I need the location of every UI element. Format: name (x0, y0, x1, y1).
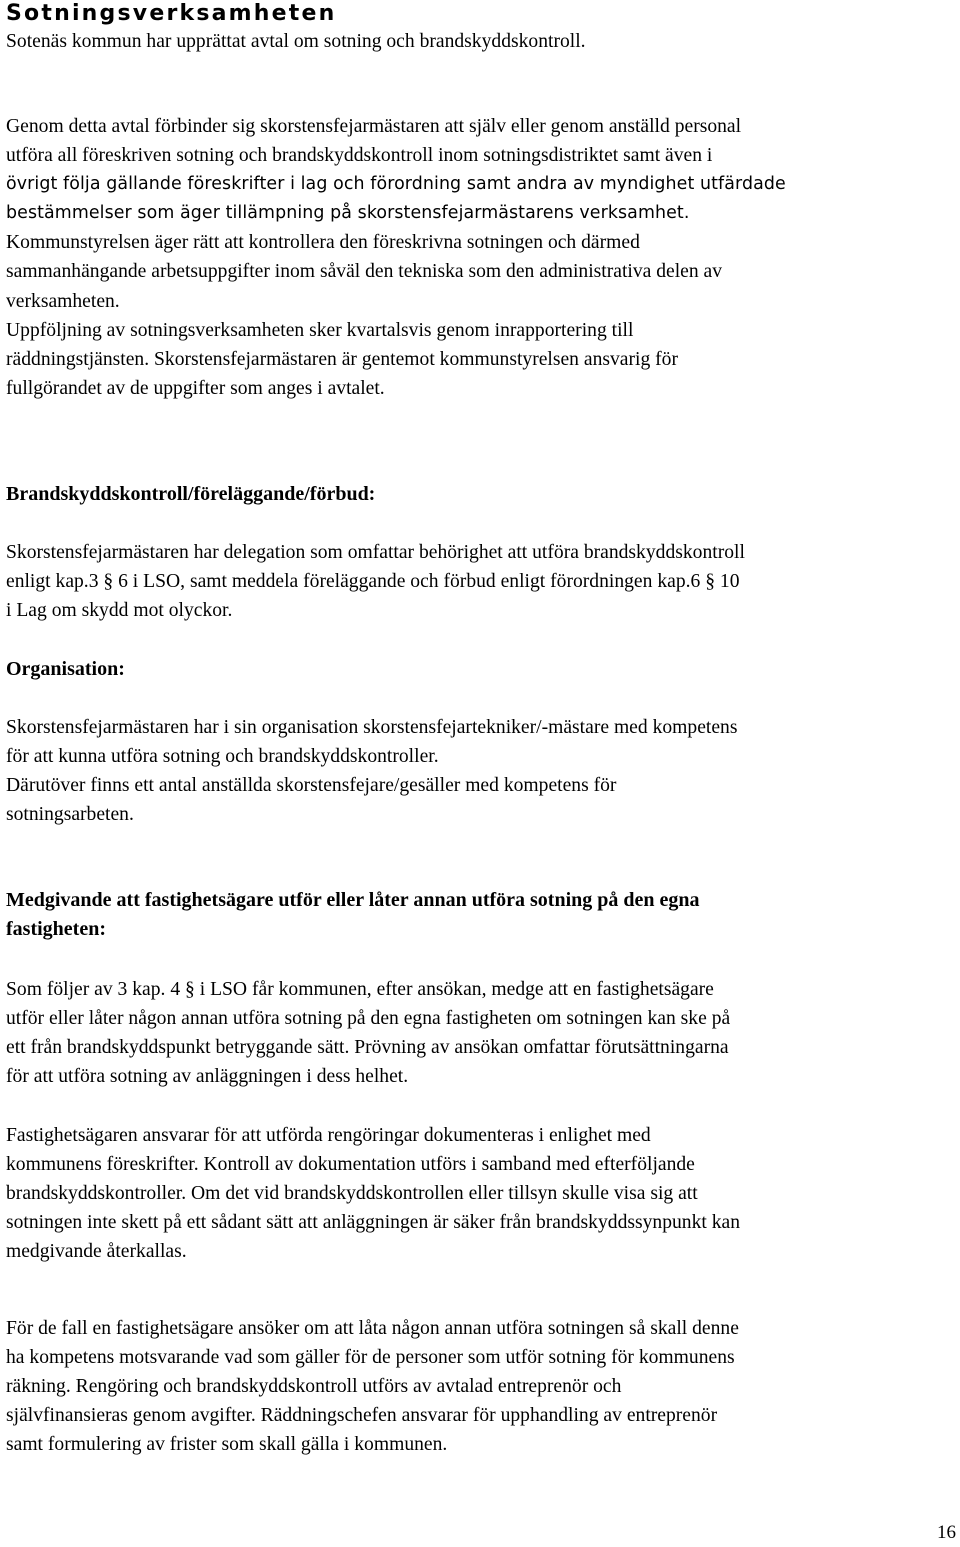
consent-line: för att utföra sotning av anläggningen i dess helhet. (6, 1066, 409, 1088)
consent-line: För de fall en fastighetsägare ansöker om att låta någon annan utföra sotningen så skall denne (6, 1318, 739, 1339)
page-number: 16 (937, 1522, 956, 1543)
agreement-line: sammanhängande arbetsuppgifter inom såväl den tekniska som den administrativa delen av (6, 261, 723, 283)
section-heading-organisation: Organisation: (6, 658, 125, 680)
section-heading-consent (6, 886, 954, 944)
consent-line: Som följer av 3 kap. 4 § i LSO får kommunen, efter ansökan, medge att en fastighetsägare (6, 979, 714, 1000)
intro-line: Sotenäs kommun har upprättat avtal om sotning och brandskyddskontroll. (6, 31, 586, 52)
fire-control-line: Skorstensfejarmästaren har delegation som omfattar behörighet att utföra brandskyddskontroll (6, 542, 745, 563)
fire-control-paragraph (6, 538, 954, 625)
agreement-line: fullgörandet av de uppgifter som anges i avtalet. (6, 377, 385, 399)
consent-line: brandskyddskontroller. Om det vid brandskyddskontrollen eller tillsyn skulle visa sig att (6, 1183, 698, 1205)
consent-line: ha kompetens motsvarande vad som gäller för de personer som utför sotning för kommunens (6, 1347, 735, 1369)
organisation-line: för att kunna utföra sotning och brandskyddskontroller. (6, 746, 439, 768)
consent-line: sotningen inte skett på ett sådant sätt att anläggningen är säker från brandskyddssynpunkt kan (6, 1212, 741, 1234)
section-heading-fire-control: Brandskyddskontroll/föreläggande/förbud: (6, 483, 376, 505)
consent-line: räkning. Rengöring och brandskyddskontroll utförs av avtalad entreprenör och (6, 1376, 622, 1398)
fire-control-line: enligt kap.3 § 6 i LSO, samt meddela föreläggande och förbud enligt förordningen kap.6 § 10 (6, 571, 740, 593)
organisation-line: Skorstensfejarmästaren har i sin organisation skorstensfejartekniker/-mästare med kompetens (6, 717, 738, 738)
document-title: Sotningsverksamheten (6, 1, 337, 26)
intro-paragraph (6, 27, 954, 56)
agreement-line: verksamheten. (6, 290, 120, 312)
agreement-line: övrigt följa gällande föreskrifter i lag och förordning samt andra av myndighet utfärdade (6, 174, 786, 195)
agreement-line: räddningstjänsten. Skorstensfejarmästaren är gentemot kommunstyrelsen ansvarig för (6, 348, 678, 370)
consent-line: medgivande återkallas. (6, 1241, 187, 1263)
consent-paragraph-3 (6, 1314, 954, 1459)
organisation-line: Därutöver finns ett antal anställda skorstensfejare/gesäller med kompetens för (6, 775, 617, 797)
consent-heading-line: Medgivande att fastighetsägare utför eller låter annan utföra sotning på den egna (6, 889, 700, 911)
consent-line: ett från brandskyddspunkt betryggande sätt. Prövning av ansökan omfattar förutsättningarna (6, 1037, 729, 1059)
consent-line: utför eller låter någon annan utföra sotning på den egna fastigheten om sotningen kan ske på (6, 1008, 731, 1030)
consent-line: självfinansieras genom avgifter. Räddningschefen ansvarar för upphandling av entreprenör (6, 1405, 718, 1427)
consent-line: samt formulering av frister som skall gälla i kommunen. (6, 1434, 448, 1456)
agreement-line: utföra all föreskriven sotning och brandskyddskontroll inom sotningsdistriktet samt även i (6, 145, 713, 167)
consent-heading-line: fastigheten: (6, 918, 106, 941)
agreement-line: Kommunstyrelsen äger rätt att kontrollera den föreskrivna sotningen och därmed (6, 232, 640, 254)
agreement-line: bestämmelser som äger tillämpning på skorstensfejarmästarens verksamhet. (6, 203, 690, 224)
organisation-line: sotningsarbeten. (6, 804, 134, 826)
fire-control-line: i Lag om skydd mot olyckor. (6, 600, 233, 622)
agreement-line: Uppföljning av sotningsverksamheten sker kvartalsvis genom inrapportering till (6, 319, 634, 341)
agreement-paragraph (6, 112, 954, 403)
agreement-line: Genom detta avtal förbinder sig skorstensfejarmästaren att själv eller genom anställd personal (6, 116, 742, 137)
consent-line: Fastighetsägaren ansvarar för att utförda rengöringar dokumenteras i enlighet med (6, 1125, 651, 1146)
organisation-paragraph (6, 713, 954, 829)
consent-paragraph-2 (6, 1121, 954, 1266)
consent-line: kommunens föreskrifter. Kontroll av dokumentation utförs i samband med efterföljande (6, 1154, 695, 1176)
consent-paragraph-1 (6, 975, 954, 1091)
